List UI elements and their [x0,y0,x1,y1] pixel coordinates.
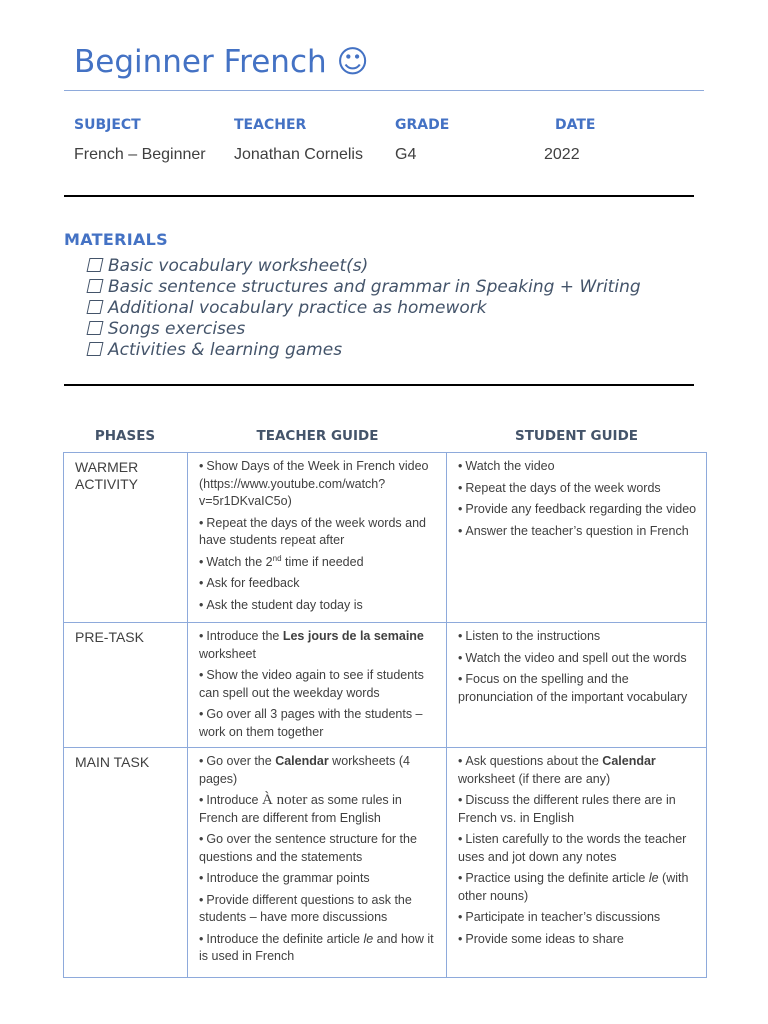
checkbox-icon [87,279,104,293]
student-guide-cell [447,453,707,623]
student-guide-cell [447,748,707,978]
list-item: • Listen to the instructions [458,629,601,643]
teacher-label: TEACHER [234,117,307,133]
page-title: Beginner French ☺ [74,44,369,80]
list-item: • Ask questions about the Calendar worksheet (if there are any) [458,754,656,786]
list-item: • Go over the sentence structure for the questions and the statements [199,832,417,864]
checkbox-icon [87,258,104,272]
materials-item [88,298,641,319]
teacher-guide-cell [188,623,447,748]
list-item: • Listen carefully to the words the teacher uses and jot down any notes [458,832,687,864]
teacher-guide-cell [188,748,447,978]
materials-item-text: Songs exercises [108,319,246,339]
materials-item-text: Activities & learning games [108,340,343,360]
phase-cell: WARMER ACTIVITY [64,453,188,623]
checkbox-icon [87,300,104,314]
phase-cell: PRE-TASK [64,623,188,748]
teacher-guide-cell [188,453,447,623]
list-item: • Introduce the grammar points [199,871,370,885]
list-item: • Introduce À noter as some rules in French are different from English [199,792,402,825]
materials-heading: MATERIALS [64,230,168,249]
list-item: • Ask for feedback [199,576,300,590]
list-item: • Introduce the Les jours de la semaine worksheet [199,629,424,661]
checkbox-icon [87,342,104,356]
list-item: • Repeat the days of the week words [458,480,661,495]
list-item: • Show Days of the Week in French video (https://www.youtube.com/watch?v=5r1DKvaIC5o) [199,459,429,508]
header-student-guide: STUDENT GUIDE [514,428,639,444]
list-item: • Ask the student day today is [199,597,363,612]
list-item: • Watch the video [458,459,555,473]
materials-item-text: Basic vocabulary worksheet(s) [108,256,369,276]
list-item: • Answer the teacher’s question in French [458,523,689,538]
table-row [64,453,707,623]
list-item: • Watch the 2nd time if needed [199,553,364,569]
grade-label: GRADE [395,117,450,133]
list-item: • Watch the video and spell out the words [458,650,687,665]
list-item: • Go over all 3 pages with the students – work on them together [199,707,423,739]
list-item: • Provide any feedback regarding the video [458,502,697,516]
lesson-plan-table [63,452,707,978]
list-item: • Provide different questions to ask the students – have more discussions [199,892,412,924]
list-item: • Focus on the spelling and the pronunciation of the important vocabulary [458,672,688,704]
list-item: • Participate in teacher’s discussions [458,910,661,924]
subject-value: French – Beginner [74,146,206,163]
title-divider [64,90,704,91]
list-item: • Introduce the definite article le and how it is used in French [199,931,434,963]
list-item: • Practice using the definite article le (with other nouns) [458,871,689,903]
table-row [64,623,707,748]
header-phases: PHASES [94,428,156,444]
section-divider [64,195,694,197]
section-divider [64,384,694,386]
materials-item-text: Basic sentence structures and grammar in Speaking + Writing [108,277,641,297]
phase-cell: MAIN TASK [64,748,188,978]
materials-item [88,256,641,277]
materials-list [88,256,641,361]
date-value: 2022 [544,146,580,163]
table-row [64,748,707,978]
date-label: DATE [555,117,596,133]
materials-item-text: Additional vocabulary practice as homework [108,298,487,318]
student-guide-cell [447,623,707,748]
header-teacher-guide: TEACHER GUIDE [256,428,379,444]
grade-value: G4 [395,146,417,163]
list-item: • Discuss the different rules there are in French vs. in English [458,793,676,825]
subject-label: SUBJECT [74,117,141,133]
materials-item [88,340,641,361]
teacher-value: Jonathan Cornelis [234,146,363,163]
list-item: • Repeat the days of the week words and have students repeat after [199,515,426,547]
materials-item [88,319,641,340]
list-item: • Provide some ideas to share [458,931,624,946]
checkbox-icon [87,321,104,335]
list-item: • Go over the Calendar worksheets (4 pages) [199,754,410,786]
materials-item [88,277,641,298]
list-item: • Show the video again to see if students can spell out the weekday words [199,668,424,700]
